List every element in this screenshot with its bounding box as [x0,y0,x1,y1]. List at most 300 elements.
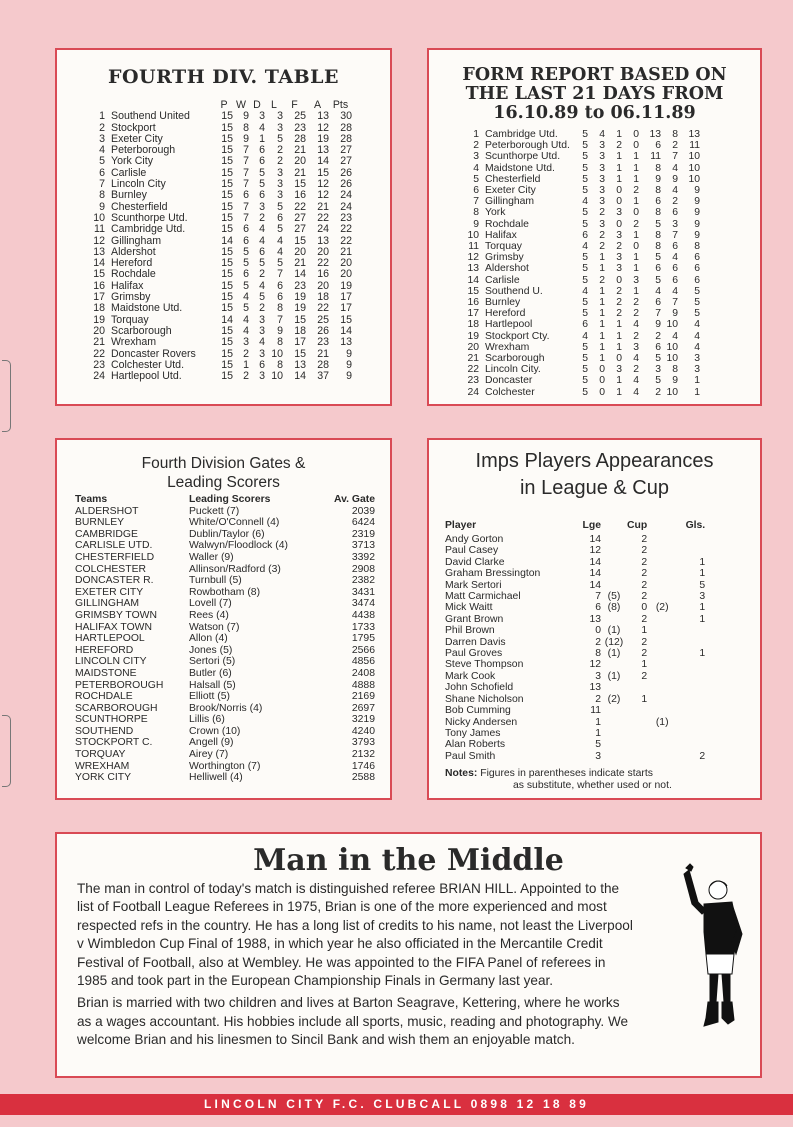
form-cell: 5 [582,140,588,152]
imps-cell: 3 [595,670,601,682]
imps-cell [647,580,677,591]
league-cell: 14 [317,155,329,168]
form-cell: 1 [599,308,605,320]
imps-cell: (12) [604,636,624,648]
form-cell: 1 [694,375,700,387]
form-cell: 2 [599,229,605,241]
league-cell: 21 [340,245,352,258]
form-table-row [459,263,700,274]
form-cell: 6 [672,241,678,253]
league-cell: 13 [317,234,329,247]
league-cell: 22 [294,200,306,213]
form-cell: 4 [633,353,639,365]
gates-cell: BURNLEY [75,517,125,529]
league-cell: 11 [94,223,105,236]
form-cell: 6 [655,196,661,208]
form-cell: 7 [672,151,678,163]
form-cell: 6 [582,319,588,331]
league-cell: 4 [277,234,283,247]
gates-cell: Waller (9) [189,551,234,563]
form-cell: 4 [582,241,588,253]
imps-title-line: in League & Cup [519,477,669,499]
form-cell: 2 [616,140,622,152]
league-cell: 3 [277,121,283,134]
form-cell: 4 [672,330,678,342]
form-cell: 8 [694,241,700,253]
league-cell: 14 [340,324,352,337]
form-cell: 8 [655,185,661,197]
form-cell: 4 [582,330,588,342]
league-cell: Wrexham [111,336,157,349]
gates-table-row [75,622,375,634]
league-cell: 17 [294,336,306,349]
gates-cell: WREXHAM [75,760,130,772]
league-cell: 20 [340,268,352,281]
form-cell: 6 [582,229,588,241]
imps-cell [647,614,677,625]
imps-cell: 12 [589,659,601,671]
form-table-row [459,163,700,174]
league-cell: 27 [294,223,306,236]
clubcall-footer: LINCOLN CITY F.C. CLUBCALL 0898 12 18 89 [0,1094,793,1115]
league-cell: 5 [243,257,249,270]
league-table-row [83,337,352,348]
gates-cell: 1746 [351,760,375,772]
form-cell: 5 [655,353,661,365]
league-cell: 15 [221,324,233,337]
form-cell: 1 [599,263,605,275]
league-cell: 5 [243,302,249,315]
form-table-row [459,319,700,330]
form-cell: 5 [582,274,588,286]
imps-cell: 2 [641,636,648,648]
form-cell: 1 [616,162,622,174]
league-cell: Lincoln City [111,178,166,191]
imps-cell [647,682,677,693]
league-cell: 18 [93,302,105,315]
form-cell: 2 [633,297,639,309]
imps-cell: Paul Casey [445,545,499,557]
col-header: Pts [332,99,349,111]
staple-top [2,360,11,432]
form-cell: 0 [616,353,622,365]
league-cell: 13 [317,110,329,123]
imps-cell: 14 [589,556,601,568]
gates-cell: 3392 [351,551,375,563]
form-cell: 7 [672,229,678,241]
imps-table-row [445,705,705,716]
form-cell: 0 [616,274,622,286]
man-in-the-middle-panel [55,832,762,1078]
league-cell: 2 [243,370,249,383]
form-cell: 3 [599,173,605,185]
mitm-title: Man in the Middle [253,843,564,878]
form-cell: 3 [616,207,622,219]
league-cell: 2 [99,121,105,134]
league-cell: 15 [221,302,233,315]
gates-cell: MAIDSTONE [75,667,137,679]
league-cell: 23 [93,358,105,371]
form-cell: 5 [655,375,661,387]
league-cell: 23 [294,279,306,292]
col-header: P [220,99,228,111]
notes-text: Figures in parentheses indicate starts [480,768,653,780]
gates-table-row [75,726,375,738]
form-cell: 6 [672,263,678,275]
gates-cell: Airey (7) [189,749,229,761]
mitm-paragraph: Brian is married with two children and lives at Barton Seagrave, Kettering, where he works as a wages accountant. His hobbies include all sports, music, reading and photography. We welcome Brian and his linesmen to Sincil Bank and wish them an enjoyable match. [77,995,629,1048]
referee-illustration [676,862,746,1032]
form-cell: 4 [672,162,678,174]
form-table-row [459,375,700,386]
form-cell: 5 [582,173,588,185]
form-cell: 9 [655,173,661,185]
form-cell: 9 [672,375,678,387]
gates-cell: GILLINGHAM [75,598,140,610]
league-cell: 10 [271,347,283,360]
league-cell: 6 [259,358,265,371]
form-cell: 1 [633,229,639,241]
league-cell: 15 [221,245,233,258]
league-cell: 8 [277,302,283,315]
notes-text: as substitute, whether used or not. [513,780,672,792]
form-cell: 5 [582,185,588,197]
imps-cell: 2 [641,591,648,603]
gates-cell: 3474 [351,598,375,610]
imps-cell: 3 [699,591,706,603]
imps-cell: (8) [607,602,621,614]
league-cell: 5 [277,132,283,145]
league-cell: 9 [346,358,352,371]
gates-cell: CAMBRIDGE [75,528,138,540]
league-cell: 6 [277,211,283,224]
form-cell: 5 [582,252,588,264]
league-cell: 3 [277,178,283,191]
league-cell: 19 [93,313,105,326]
form-table-row [459,196,700,207]
form-report-panel [427,48,762,406]
form-cell: 24 [467,386,479,398]
league-cell: 14 [294,268,306,281]
gates-cell: HEREFORD [75,644,134,656]
league-cell: 4 [259,223,265,236]
gates-cell: CHESTERFIELD [75,551,155,563]
league-cell: 27 [294,211,306,224]
form-cell: 4 [694,319,700,331]
league-cell: 6 [259,155,265,168]
col-header: A [313,99,322,111]
gates-table-row [75,668,375,680]
form-cell: 4 [672,185,678,197]
form-cell: 2 [633,218,639,230]
league-cell: 13 [340,336,352,349]
league-cell: 15 [221,144,233,157]
form-cell: 6 [655,297,661,309]
form-cell: 10 [666,319,678,331]
imps-cell: 1 [641,693,648,705]
col-header: Lge [582,520,601,532]
form-cell: 1 [633,173,639,185]
imps-cell: 11 [590,705,601,717]
form-cell: 2 [616,297,622,309]
imps-cell: Phil Brown [445,625,495,637]
form-cell: 6 [655,140,661,152]
form-cell: 2 [655,330,661,342]
league-cell: 22 [93,347,105,360]
league-cell: 16 [294,189,306,202]
imps-cell [601,534,627,545]
league-cell: 3 [259,200,265,213]
gates-cell: Lillis (6) [189,714,225,726]
league-cell: 6 [277,291,283,304]
form-cell: 8 [655,207,661,219]
gates-cell: 3219 [351,714,375,726]
league-cell: 14 [294,370,306,383]
league-cell: Exeter City [111,132,163,145]
form-cell: 5 [694,285,700,297]
gates-table-row [75,645,375,657]
gates-cell: PETERBOROUGH [75,679,164,691]
form-cell: Wrexham [485,341,530,353]
league-cell: 24 [93,370,105,383]
form-cell: 3 [616,229,622,241]
gates-cell: Dublin/Taylor (6) [189,528,265,540]
imps-title [441,448,748,502]
league-cell: 25 [317,313,329,326]
imps-cell: 2 [595,693,601,705]
gates-cell: COLCHESTER [75,563,147,575]
league-cell: 15 [221,370,233,383]
league-cell: 15 [317,166,329,179]
form-cell: 1 [616,330,622,342]
form-table [459,129,700,398]
league-cell: Gillingham [111,234,162,247]
imps-cell: 2 [641,556,648,568]
form-cell: 3 [616,364,622,376]
imps-cell [627,739,647,750]
imps-cell: 2 [699,750,706,762]
league-cell: 7 [277,313,283,326]
imps-cell: Grant Brown [445,613,504,625]
league-cell: 18 [294,324,306,337]
league-cell: Doncaster Rovers [111,347,196,360]
form-cell: Gillingham [485,196,535,208]
gates-cell: 2319 [351,528,375,540]
league-cell: 22 [317,211,329,224]
league-cell: 5 [277,257,283,270]
gates-cell: EXETER CITY [75,586,144,598]
imps-cell: 2 [595,636,601,648]
imps-table-row [445,568,705,579]
form-cell: 9 [473,218,479,230]
league-cell: 10 [271,370,283,383]
imps-cell: 2 [641,670,648,682]
form-cell: 1 [616,173,622,185]
gates-cell: 2382 [351,575,375,587]
league-cell: 15 [221,347,233,360]
imps-cell: Paul Groves [445,648,503,660]
league-cell: 20 [93,324,105,337]
form-cell: 23 [467,375,479,387]
imps-cell: 1 [699,602,706,614]
form-cell: 22 [467,364,479,376]
form-cell: 10 [688,151,700,163]
league-cell: 2 [259,211,265,224]
league-cell: 4 [243,313,249,326]
gates-cell: 4438 [351,609,375,621]
form-cell: 1 [633,252,639,264]
imps-table-row [445,682,705,693]
imps-cell: (1) [655,716,669,728]
imps-cell: (2) [607,693,621,705]
form-cell: 4 [633,386,639,398]
league-cell: 4 [243,291,249,304]
league-cell: 2 [277,155,283,168]
league-cell: 9 [346,347,352,360]
form-cell: 3 [599,185,605,197]
form-cell: Scunthorpe Utd. [485,151,561,163]
gates-cell: Rowbotham (8) [189,586,261,598]
form-cell: 6 [694,274,700,286]
imps-cell: Nicky Andersen [445,716,518,728]
form-cell: 4 [582,285,588,297]
league-cell: 15 [294,347,306,360]
form-cell: 3 [633,341,639,353]
form-cell: 11 [689,140,700,152]
form-cell: Southend U. [485,285,543,297]
form-table-row [459,252,700,263]
imps-cell: 0 [595,625,601,637]
imps-cell: Andy Gorton [445,534,504,545]
league-cell: 19 [294,291,306,304]
league-cell: 12 [317,178,329,191]
imps-cell: Graham Bressington [445,568,541,580]
league-cell: 3 [277,110,283,123]
form-cell: 5 [582,207,588,219]
form-cell: 1 [599,297,605,309]
form-cell: 6 [672,274,678,286]
form-cell: 4 [633,375,639,387]
league-cell: 2 [243,347,249,360]
league-cell: 25 [294,110,306,123]
league-cell: 8 [277,358,283,371]
imps-cell: Matt Carmichael [445,591,521,603]
gates-cell: STOCKPORT C. [75,737,153,749]
imps-cell: 1 [641,659,648,671]
form-cell: 1 [599,353,605,365]
imps-cell [601,739,627,750]
imps-table-row [445,728,705,739]
league-table-row [83,303,352,314]
imps-cell [647,591,677,602]
form-cell: 10 [666,386,678,398]
gates-cell: 2169 [351,691,375,703]
imps-cell [601,717,627,728]
imps-cell [627,728,647,739]
league-cell: 28 [340,132,352,145]
league-cell: 4 [277,245,283,258]
league-cell: 3 [277,189,283,202]
imps-cell [647,739,677,750]
imps-cell [647,568,677,579]
league-cell: 4 [243,324,249,337]
league-cell: Halifax [111,279,144,292]
form-cell: 2 [633,364,639,376]
league-cell: 15 [221,110,233,123]
imps-table-row [445,580,705,591]
form-cell: 7 [655,308,661,320]
league-table-row [83,190,352,201]
form-table-row [459,241,700,252]
league-cell: 15 [221,257,233,270]
form-cell: 10 [688,162,700,174]
form-cell: 8 [672,129,678,140]
gates-header [75,494,375,506]
league-cell: 14 [221,313,233,326]
gates-cell: Walwyn/Floodlock (4) [189,540,288,552]
form-cell: 9 [694,207,700,219]
imps-cell: Mick Waitt [445,602,493,614]
league-cell: 23 [294,121,306,134]
league-table [83,100,352,382]
gates-cell: 2566 [351,644,375,656]
imps-table-row [445,534,705,545]
league-cell: 18 [317,291,329,304]
form-table-row [459,174,700,185]
gates-cell: Lovell (7) [189,598,232,610]
form-cell: Exeter City [485,185,536,197]
imps-cell [677,534,705,545]
league-cell: 5 [259,178,265,191]
league-cell: 1 [259,132,265,145]
form-report-title [441,66,748,123]
gates-table-row [75,517,375,529]
form-cell: 5 [582,386,588,398]
gates-table-row [75,749,375,761]
form-cell: 9 [672,173,678,185]
form-cell: 0 [599,375,605,387]
gates-cell: Elliott (5) [189,691,230,703]
league-cell: 12 [317,189,329,202]
form-cell: 5 [582,341,588,353]
form-cell: 5 [694,308,700,320]
form-cell: 10 [666,341,678,353]
imps-cell [601,545,627,556]
form-cell: 10 [666,353,678,365]
league-cell: 7 [243,166,249,179]
form-cell: 21 [467,353,479,365]
col-header: Av. Gate [334,494,375,505]
form-cell: 13 [649,129,661,140]
form-cell: 1 [616,129,622,140]
form-cell: 9 [672,308,678,320]
gates-cell: 3793 [351,737,375,749]
league-cell: 15 [221,166,233,179]
gates-table-row [75,714,375,726]
form-cell: 5 [582,162,588,174]
form-cell: 20 [467,341,479,353]
form-cell: 5 [582,375,588,387]
form-cell: Lincoln City. [485,364,541,376]
form-cell: Hereford [485,308,526,320]
form-cell: 7 [672,297,678,309]
imps-cell: 7 [595,591,601,603]
league-cell: 15 [221,358,233,371]
gates-title-line: Leading Scorers [167,474,280,491]
imps-cell [647,648,677,659]
gates-cell: 2908 [351,563,375,575]
league-cell: 22 [340,223,352,236]
